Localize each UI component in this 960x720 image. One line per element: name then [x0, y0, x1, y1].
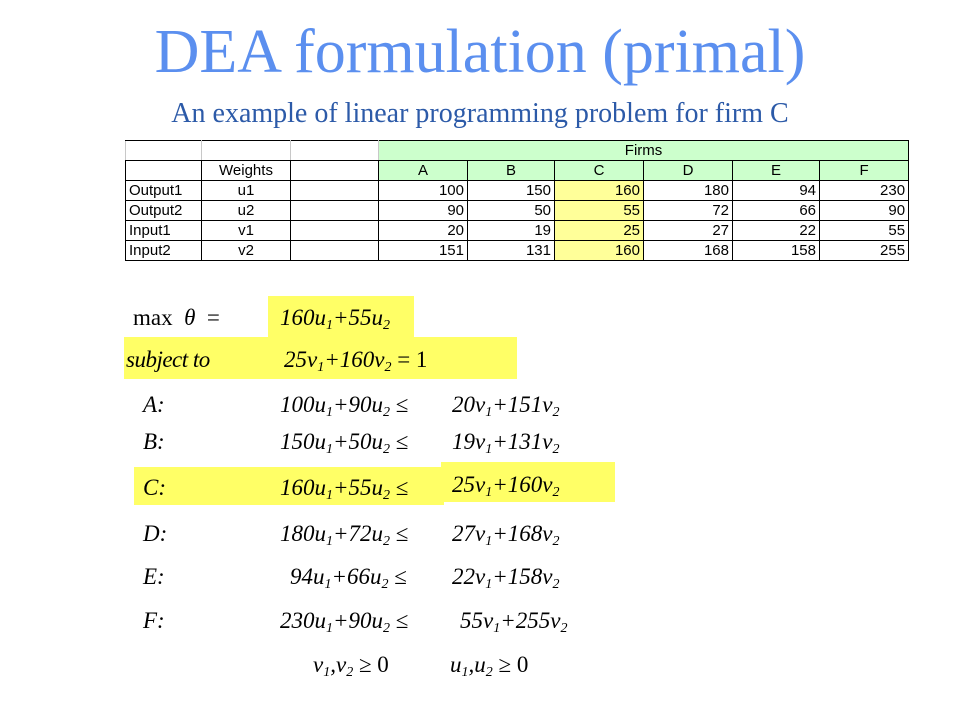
value-cell: 131	[468, 241, 555, 261]
firm-name-header: C	[555, 161, 644, 181]
value-cell-highlight: 160	[555, 181, 644, 201]
firm-label: C:	[143, 475, 166, 500]
constraint-lhs: $160u_1+55u_2$ ≤	[280, 475, 409, 503]
constraint-lhs: $180u_1+72u_2$ ≤	[280, 521, 409, 549]
constraint-rhs: $55v_1+255v_2$	[460, 608, 568, 636]
firm-name-header: E	[733, 161, 820, 181]
value-cell: 66	[733, 201, 820, 221]
constraint-lhs: $150u_1+50u_2$ ≤	[280, 429, 409, 457]
constraint-lhs: $230u_1+90u_2$ ≤	[280, 608, 409, 636]
table-row	[126, 181, 909, 201]
value-cell: 27	[644, 221, 733, 241]
corner-cell	[202, 141, 291, 161]
row-label: Input2	[126, 241, 202, 261]
normalization-constraint: $25v_1+160v_2 = 1$	[284, 347, 428, 375]
table-header-row-1	[126, 141, 909, 161]
value-cell: 158	[733, 241, 820, 261]
value-cell: 150	[468, 181, 555, 201]
empty-cell	[291, 201, 379, 221]
table-row	[126, 221, 909, 241]
value-cell: 230	[820, 181, 909, 201]
value-cell: 100	[379, 181, 468, 201]
value-cell: 90	[379, 201, 468, 221]
value-cell: 20	[379, 221, 468, 241]
constraint-rhs: $27v_1+168v_2$	[452, 521, 560, 549]
firm-name-header: D	[644, 161, 733, 181]
firm-name-header: B	[468, 161, 555, 181]
value-cell: 255	[820, 241, 909, 261]
firm-label: F:	[143, 608, 165, 633]
weight-cell: u1	[202, 181, 291, 201]
theta-symbol: θ	[184, 305, 196, 330]
constraint-lhs: $94u_1+66u_2$ ≤	[290, 564, 407, 592]
corner-cell	[126, 161, 202, 181]
row-label: Input1	[126, 221, 202, 241]
page-subtitle: An example of linear programming problem for firm C	[171, 98, 789, 129]
firms-header: Firms	[379, 141, 909, 161]
page-title: DEA formulation (primal)	[154, 18, 806, 86]
value-cell: 94	[733, 181, 820, 201]
value-cell: 90	[820, 201, 909, 221]
table-row	[126, 201, 909, 221]
value-cell: 72	[644, 201, 733, 221]
nonnegativity-v: $v_1,v_2 \ge 0$	[313, 652, 389, 680]
corner-cell	[126, 141, 202, 161]
objective-line	[133, 304, 220, 332]
table-row	[126, 241, 909, 261]
equals-sign: =	[206, 305, 220, 330]
firm-name-header: A	[379, 161, 468, 181]
data-table	[125, 140, 909, 261]
weight-cell: u2	[202, 201, 291, 221]
empty-cell	[291, 181, 379, 201]
value-cell: 180	[644, 181, 733, 201]
objective-expression: $160u_1+55u_2$	[280, 305, 391, 333]
constraint-rhs: $19v_1+131v_2$	[452, 429, 560, 457]
firm-label: E:	[143, 564, 165, 589]
row-label: Output1	[126, 181, 202, 201]
weight-cell: v1	[202, 221, 291, 241]
empty-cell	[291, 221, 379, 241]
table-header-row-2	[126, 161, 909, 181]
value-cell-highlight: 160	[555, 241, 644, 261]
value-cell-highlight: 25	[555, 221, 644, 241]
corner-cell	[291, 141, 379, 161]
value-cell: 151	[379, 241, 468, 261]
constraint-lhs: $100u_1+90u_2$ ≤	[280, 392, 409, 420]
empty-cell	[291, 241, 379, 261]
constraint-rhs: $25v_1+160v_2$	[452, 472, 560, 500]
firm-label: A:	[143, 392, 165, 417]
value-cell-highlight: 55	[555, 201, 644, 221]
value-cell: 168	[644, 241, 733, 261]
row-label: Output2	[126, 201, 202, 221]
objective-prefix: max	[133, 305, 173, 330]
value-cell: 50	[468, 201, 555, 221]
constraint-rhs: $22v_1+158v_2$	[452, 564, 560, 592]
value-cell: 55	[820, 221, 909, 241]
value-cell: 22	[733, 221, 820, 241]
firm-label: D:	[143, 521, 168, 546]
value-cell: 19	[468, 221, 555, 241]
corner-cell	[291, 161, 379, 181]
subject-to-label: subject to	[126, 347, 210, 372]
firm-name-header: F	[820, 161, 909, 181]
constraint-rhs: $20v_1+151v_2$	[452, 392, 560, 420]
nonnegativity-u: $u_1,u_2 \ge 0$	[450, 652, 529, 680]
weight-cell: v2	[202, 241, 291, 261]
firm-label: B:	[143, 429, 165, 454]
weights-header: Weights	[202, 161, 291, 181]
